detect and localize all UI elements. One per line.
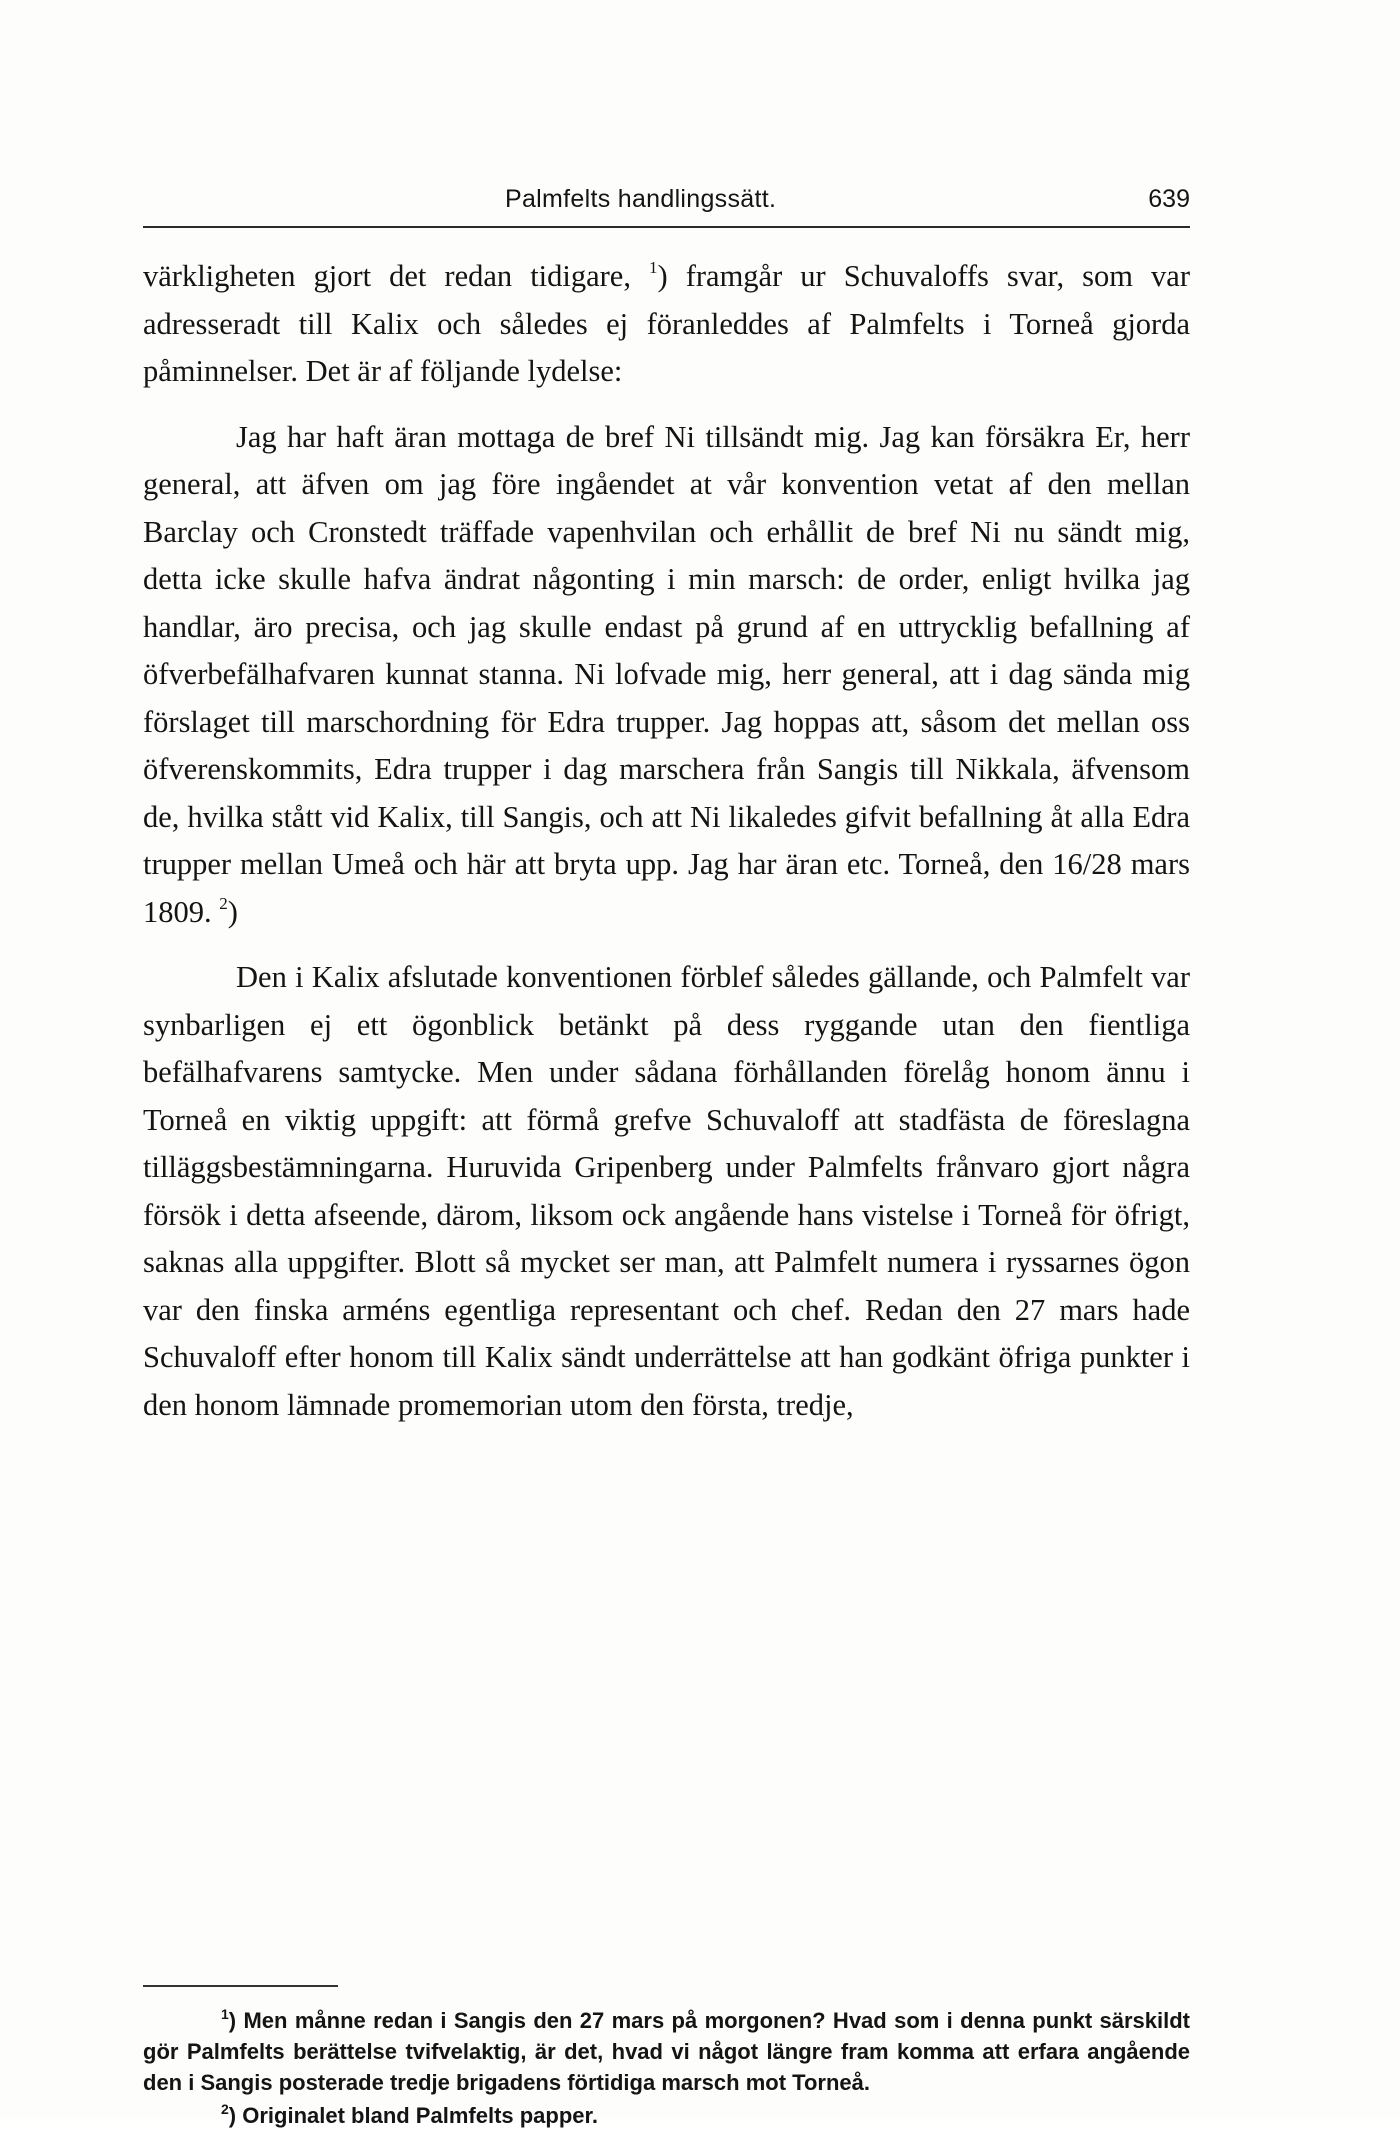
header-rule xyxy=(143,226,1190,228)
paragraph-intro-text-a: värkligheten gjort det redan tidigare, xyxy=(143,259,650,293)
footnote-2-mark: 2 xyxy=(221,2101,229,2117)
footnote-rule xyxy=(143,1985,338,1987)
footnote-1 xyxy=(143,2005,1190,2098)
footnote-1-mark: 1 xyxy=(221,2006,229,2022)
footnote-ref-1: 1 xyxy=(649,258,658,277)
running-title: Palmfelts handlingssätt. xyxy=(505,185,777,213)
page-number: 639 xyxy=(1148,185,1190,213)
paragraph-intro-text-b: ) framgår ur Schuvaloffs svar, som var adresseradt till Kalix och således ej föranleddes af Palmfelts i Torneå gjorda påminnelser. Det är af följande lydelse: xyxy=(143,259,1190,388)
footnote-2 xyxy=(143,2100,1190,2131)
quoted-letter-close: ) xyxy=(227,894,238,929)
paragraph-intro xyxy=(143,253,1190,396)
quoted-letter-text: Jag har haft äran mottaga de bref Ni tillsändt mig. Jag kan försäkra Er, herr general, att äfven om jag före ingåendet at vår konvention vetat af den mellan Barclay och Cronstedt träffade vapenhvilan och erhållit de bref Ni nu sändt mig, detta icke skulle hafva ändrat någonting i min marsch: de order, enligt hvilka jag handlar, äro precisa, och jag skulle endast på grund af en uttrycklig befallning af öfverbefälhafvaren kunnat stanna. Ni lofvade mig, herr general, att i dag sända mig förslaget till marschordning för Edra trupper. Jag hoppas att, såsom det mellan oss öfverenskommits, Edra trupper i dag marschera från Sangis till Nikkala, äfvensom de, hvilka stått vid Kalix, till Sangis, och att Ni likaledes gifvit befallning åt alla Edra trupper mellan Umeå och här att bryta upp. Jag har äran etc. Torneå, den 16/28 mars 1809. xyxy=(143,419,1190,929)
body-text xyxy=(143,253,1190,1429)
footnote-2-text: ) Originalet bland Palmfelts papper. xyxy=(228,2103,598,2128)
footnote-1-text: ) Men månne redan i Sangis den 27 mars på morgonen? Hvad som i denna punkt särskildt gör Palmfelts berättelse tvifvelaktig, är det, hvad vi något längre fram komma att erfara angående den i Sangis posterade tredje brigadens förtidiga marsch mot Torneå. xyxy=(143,2008,1190,2095)
quoted-letter xyxy=(143,414,1190,937)
footnotes xyxy=(143,2005,1190,2131)
page-header xyxy=(143,180,1190,220)
footnote-ref-2: 2 xyxy=(219,893,228,913)
paragraph-main: Den i Kalix afslutade konventionen förblef således gällande, och Palmfelt var synbarligen ej ett ögonblick betänkt på dess ryggande utan den fientliga befälhafvarens samtycke. Men under sådana förhållanden förelåg honom ännu i Torneå en viktig uppgift: att förmå grefve Schuvaloff att stadfästa de föreslagna tilläggsbestämningarna. Huruvida Gripenberg under Palmfelts frånvaro gjort några försök i detta afseende, därom, liksom ock angående hans vistelse i Torneå för öfrigt, saknas alla uppgifter. Blott så mycket ser man, att Palmfelt numera i ryssarnes ögon var den finska arméns egentliga representant och chef. Redan den 27 mars hade Schuvaloff efter honom till Kalix sändt underrättelse att han godkänt öfriga punkter i den honom lämnade promemorian utom den första, tredje, xyxy=(143,960,1190,1422)
